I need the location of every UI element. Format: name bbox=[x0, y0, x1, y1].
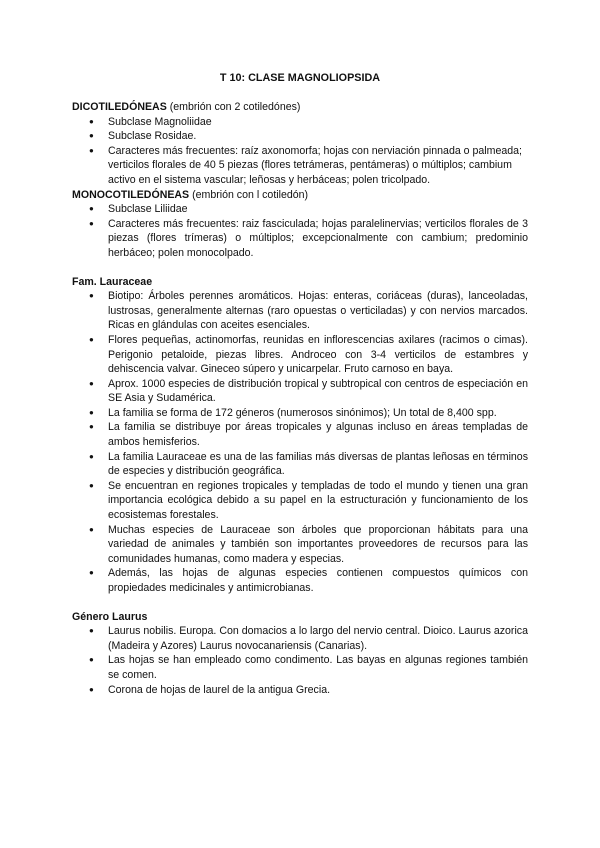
list-item: ● Biotipo: Árboles perennes aromáticos. Hojas: enteras, coriáceas (duras), lanceoladas, lustrosas, generalmente alternas (raro opuestas o verticiladas) y con nervios marcados. Ricas en glándulas con aceites esenciales. bbox=[72, 289, 528, 333]
list-item: ● Subclase Liliidae bbox=[72, 202, 528, 217]
monocot-heading-line bbox=[72, 188, 528, 203]
dicot-note: (embrión con 2 cotiledónes) bbox=[166, 101, 301, 113]
monocot-note: (embrión con l cotiledón) bbox=[189, 188, 309, 201]
list-item: ● Se encuentran en regiones tropicales y templadas de todo el mundo y tienen una gran importancia ecológica debido a su papel en la estructuración y funcionamiento de los ecosistemas forestales. bbox=[72, 479, 528, 523]
list-item: ● Caracteres más frecuentes: raiz fasciculada; hojas paralelinervias; verticilos florales de 3 piezas (flores trímeras) o múltiplos; excepcionalmente con cambium; predominio herbáceo; polen monocolpado. bbox=[72, 217, 528, 261]
laurus-list bbox=[72, 624, 528, 697]
dicot-heading: DICOTILEDÓNEAS bbox=[72, 101, 167, 113]
list-item: ● Subclase Rosidae. bbox=[72, 129, 528, 144]
list-item: ● Además, las hojas de algunas especies contienen compuestos químicos con propiedades medicinales y antimicrobianas. bbox=[72, 566, 528, 595]
list-item: ● Flores pequeñas, actinomorfas, reunidas en inflorescencias axilares (racimos o cimas). Perigonio petaloide, piezas libres. Androceo con 3-4 verticilos de estambres y dehiscencia valvar. Gineceo súpero y unicarpelar. Fruto carnoso en baya. bbox=[72, 333, 528, 377]
monocot-list bbox=[72, 202, 528, 260]
laurus-heading: Género Laurus bbox=[72, 610, 148, 623]
list-item: ● Caracteres más frecuentes: raíz axonomorfa; hojas con nerviación pinnada o palmeada; verticilos florales de 40 5 piezas (flores tetrámeras, pentámeras) o múltiplos; cambium activo en el sistema vascular; leñosas y herbáceas; polen tricolpado. bbox=[72, 144, 528, 188]
list-item: ● Subclase Magnoliidae bbox=[72, 115, 528, 130]
monocot-heading: MONOCOTILEDÓNEAS bbox=[72, 188, 190, 201]
dicot-heading-line bbox=[72, 100, 528, 115]
list-item: ● Muchas especies de Lauraceae son árboles que proporcionan hábitats para una variedad de animales y también son importantes proveedores de recursos para las comunidades humanas, como madera y especias. bbox=[72, 523, 528, 567]
lauraceae-heading-line bbox=[72, 275, 528, 290]
lauraceae-heading: Fam. Lauraceae bbox=[72, 275, 153, 288]
document-body bbox=[72, 100, 528, 697]
list-item: ● La familia Lauraceae es una de las familias más diversas de plantas leñosas en términos de especies y distribución geográfica. bbox=[72, 450, 528, 479]
dicot-list bbox=[72, 115, 528, 188]
lauraceae-list bbox=[72, 289, 528, 595]
list-item: ● La familia se distribuye por áreas tropicales y algunas incluso en áreas templadas de ambos hemisferios. bbox=[72, 420, 528, 449]
list-item: ● Las hojas se han empleado como condimento. Las bayas en algunas regiones también se comen. bbox=[72, 653, 528, 682]
list-item: ● La familia se forma de 172 géneros (numerosos sinónimos); Un total de 8,400 spp. bbox=[72, 406, 528, 421]
list-item: ● Laurus nobilis. Europa. Con domacios a lo largo del nervio central. Dioico. Laurus azorica (Madeira y Azores) Laurus novocanariensis (Canarias). bbox=[72, 624, 528, 653]
list-item: ● Corona de hojas de laurel de la antigua Grecia. bbox=[72, 683, 528, 698]
list-item: ● Aprox. 1000 especies de distribución tropical y subtropical con centros de especiación en SE Asia y Sudamérica. bbox=[72, 377, 528, 406]
laurus-heading-line bbox=[72, 610, 528, 625]
document-title: T 10: CLASE MAGNOLIOPSIDA bbox=[219, 72, 381, 84]
